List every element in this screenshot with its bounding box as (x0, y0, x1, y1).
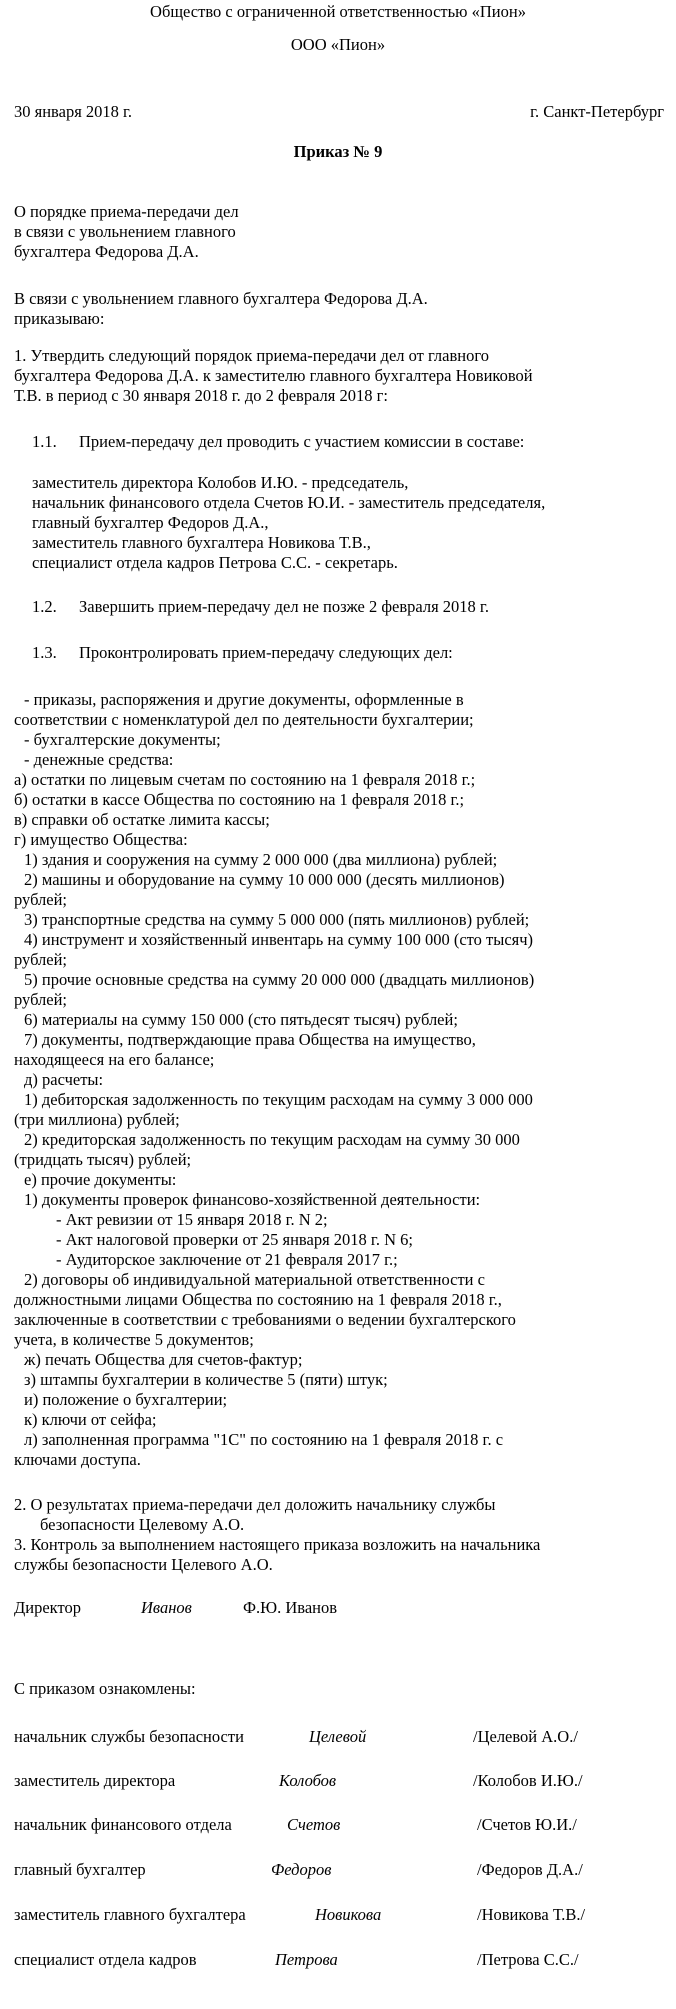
director-signature: Иванов (141, 1598, 192, 1617)
acquainted-position: начальник финансового отдела (14, 1815, 232, 1834)
order-city: г. Санкт-Петербург (530, 102, 664, 121)
list-line: 3) транспортные средства на сумму 5 000 000 (пять миллионов) рублей; (24, 910, 530, 929)
item1-1-text: Прием-передачу дел проводить с участием комиссии в составе: (79, 432, 525, 451)
acquainted-position: начальник службы безопасности (14, 1727, 244, 1746)
list-line: рублей; (14, 890, 68, 909)
item1-3-number: 1.3. (32, 643, 57, 662)
subject-line: в связи с увольнением главного (14, 222, 236, 241)
list-line: и) положение о бухгалтерии; (24, 1390, 228, 1409)
list-line: должностными лицами Общества по состоянию на 1 февраля 2018 г., (14, 1290, 502, 1309)
list-line: з) штампы бухгалтерии в количестве 5 (пяти) штук; (24, 1370, 388, 1389)
list-line: находящееся на его балансе; (14, 1050, 215, 1069)
list-line: 5) прочие основные средства на сумму 20 000 000 (двадцать миллионов) (24, 970, 535, 989)
acquainted-position: заместитель директора (14, 1771, 176, 1790)
list-line: 2) договоры об индивидуальной материальной ответственности с (24, 1270, 485, 1289)
list-line: - Акт налоговой проверки от 25 января 2018 г. N 6; (56, 1230, 413, 1249)
list-line: - денежные средства: (24, 750, 174, 769)
list-line: - приказы, распоряжения и другие документы, оформленные в (24, 690, 464, 709)
list-line: в) справки об остатке лимита кассы; (14, 810, 270, 829)
preamble-line: В связи с увольнением главного бухгалтера Федорова Д.А. (14, 289, 428, 308)
acquainted-name: /Федоров Д.А./ (477, 1860, 583, 1879)
commission-member: начальник финансового отдела Счетов Ю.И. - заместитель председателя, (32, 493, 546, 512)
acquainted-name: /Счетов Ю.И./ (477, 1815, 577, 1834)
item3-line: 3. Контроль за выполнением настоящего приказа возложить на начальника (14, 1535, 541, 1554)
item1-1-number: 1.1. (32, 432, 57, 451)
item1-line: 1. Утвердить следующий порядок приема-передачи дел от главного (14, 346, 489, 365)
list-line: г) имущество Общества: (14, 830, 188, 849)
acquainted-signature: Федоров (271, 1860, 332, 1879)
list-line: б) остатки в кассе Общества по состоянию на 1 февраля 2018 г.; (14, 790, 465, 809)
list-line: учета, в количестве 5 документов; (14, 1330, 254, 1349)
list-line: 1) дебиторская задолженность по текущим расходам на сумму 3 000 000 (24, 1090, 533, 1109)
item3-line: службы безопасности Целевого А.О. (14, 1555, 273, 1574)
company-short-name: ООО «Пион» (290, 35, 386, 54)
list-line: заключенные в соответствии с требованиями о ведении бухгалтерского (14, 1310, 516, 1329)
acquainted-name: /Петрова С.С./ (477, 1950, 579, 1969)
list-line: л) заполненная программа "1С" по состоянию на 1 февраля 2018 г. с (24, 1430, 504, 1449)
list-line: 2) кредиторская задолженность по текущим расходам на сумму 30 000 (24, 1130, 520, 1149)
subject-line: О порядке приема-передачи дел (14, 202, 239, 221)
company-full-name: Общество с ограниченной ответственностью «Пион» (150, 2, 526, 21)
list-line: 1) здания и сооружения на сумму 2 000 000 (два миллиона) рублей; (24, 850, 498, 869)
item1-line: Т.В. в период с 30 января 2018 г. до 2 февраля 2018 г: (14, 386, 388, 405)
acquainted-title: С приказом ознакомлены: (14, 1679, 196, 1698)
list-line: 7) документы, подтверждающие права Общества на имущество, (24, 1030, 476, 1049)
order-date: 30 января 2018 г. (14, 102, 133, 121)
acquainted-signature: Счетов (287, 1815, 341, 1834)
list-line: 6) материалы на сумму 150 000 (сто пятьдесят тысяч) рублей; (24, 1010, 458, 1029)
list-line: (три миллиона) рублей; (14, 1110, 180, 1129)
acquainted-signature: Петрова (275, 1950, 338, 1969)
acquainted-name: /Колобов И.Ю./ (473, 1771, 583, 1790)
list-line: ж) печать Общества для счетов-фактур; (24, 1350, 303, 1369)
commission-member: главный бухгалтер Федоров Д.А., (32, 513, 269, 532)
list-line: (тридцать тысяч) рублей; (14, 1150, 192, 1169)
item1-line: бухгалтера Федорова Д.А. к заместителю главного бухгалтера Новиковой (14, 366, 533, 385)
acquainted-signature: Новикова (315, 1905, 382, 1924)
acquainted-position: заместитель главного бухгалтера (14, 1905, 246, 1924)
list-line: е) прочие документы: (24, 1170, 177, 1189)
acquainted-position: специалист отдела кадров (14, 1950, 197, 1969)
director-title: Директор (14, 1598, 81, 1617)
list-line: соответствии с номенклатурой дел по деятельности бухгалтерии; (14, 710, 474, 729)
list-line: д) расчеты: (24, 1070, 104, 1089)
commission-member: заместитель директора Колобов И.Ю. - председатель, (32, 473, 409, 492)
list-line: а) остатки по лицевым счетам по состоянию на 1 февраля 2018 г.; (14, 770, 476, 789)
list-line: 1) документы проверок финансово-хозяйственной деятельности: (24, 1190, 481, 1209)
list-line: рублей; (14, 990, 68, 1009)
list-line: 4) инструмент и хозяйственный инвентарь на сумму 100 000 (сто тысяч) (24, 930, 534, 949)
commission-member: заместитель главного бухгалтера Новикова Т.В., (32, 533, 371, 552)
item1-3-text: Проконтролировать прием-передачу следующих дел: (79, 643, 453, 662)
acquainted-position: главный бухгалтер (14, 1860, 146, 1879)
order-title: Приказ № 9 (293, 142, 383, 161)
item1-2-number: 1.2. (32, 597, 57, 616)
list-line: - Акт ревизии от 15 января 2018 г. N 2; (56, 1210, 328, 1229)
item1-2-text: Завершить прием-передачу дел не позже 2 февраля 2018 г. (79, 597, 489, 616)
list-line: - бухгалтерские документы; (24, 730, 221, 749)
acquainted-signature: Колобов (279, 1771, 337, 1790)
preamble-line: приказываю: (14, 309, 105, 328)
acquainted-signature: Целевой (309, 1727, 367, 1746)
list-line: - Аудиторское заключение от 21 февраля 2017 г.; (56, 1250, 398, 1269)
director-name: Ф.Ю. Иванов (243, 1598, 338, 1617)
acquainted-name: /Целевой А.О./ (473, 1727, 578, 1746)
item2-line: 2. О результатах приема-передачи дел доложить начальнику службы (14, 1495, 496, 1514)
list-line: рублей; (14, 950, 68, 969)
list-line: к) ключи от сейфа; (24, 1410, 157, 1429)
acquainted-name: /Новикова Т.В./ (477, 1905, 586, 1924)
item2-line: безопасности Целевому А.О. (40, 1515, 245, 1534)
list-line: 2) машины и оборудование на сумму 10 000 000 (десять миллионов) (24, 870, 505, 889)
list-line: ключами доступа. (14, 1450, 141, 1469)
subject-line: бухгалтера Федорова Д.А. (14, 242, 199, 261)
commission-member: специалист отдела кадров Петрова С.С. - секретарь. (32, 553, 398, 572)
